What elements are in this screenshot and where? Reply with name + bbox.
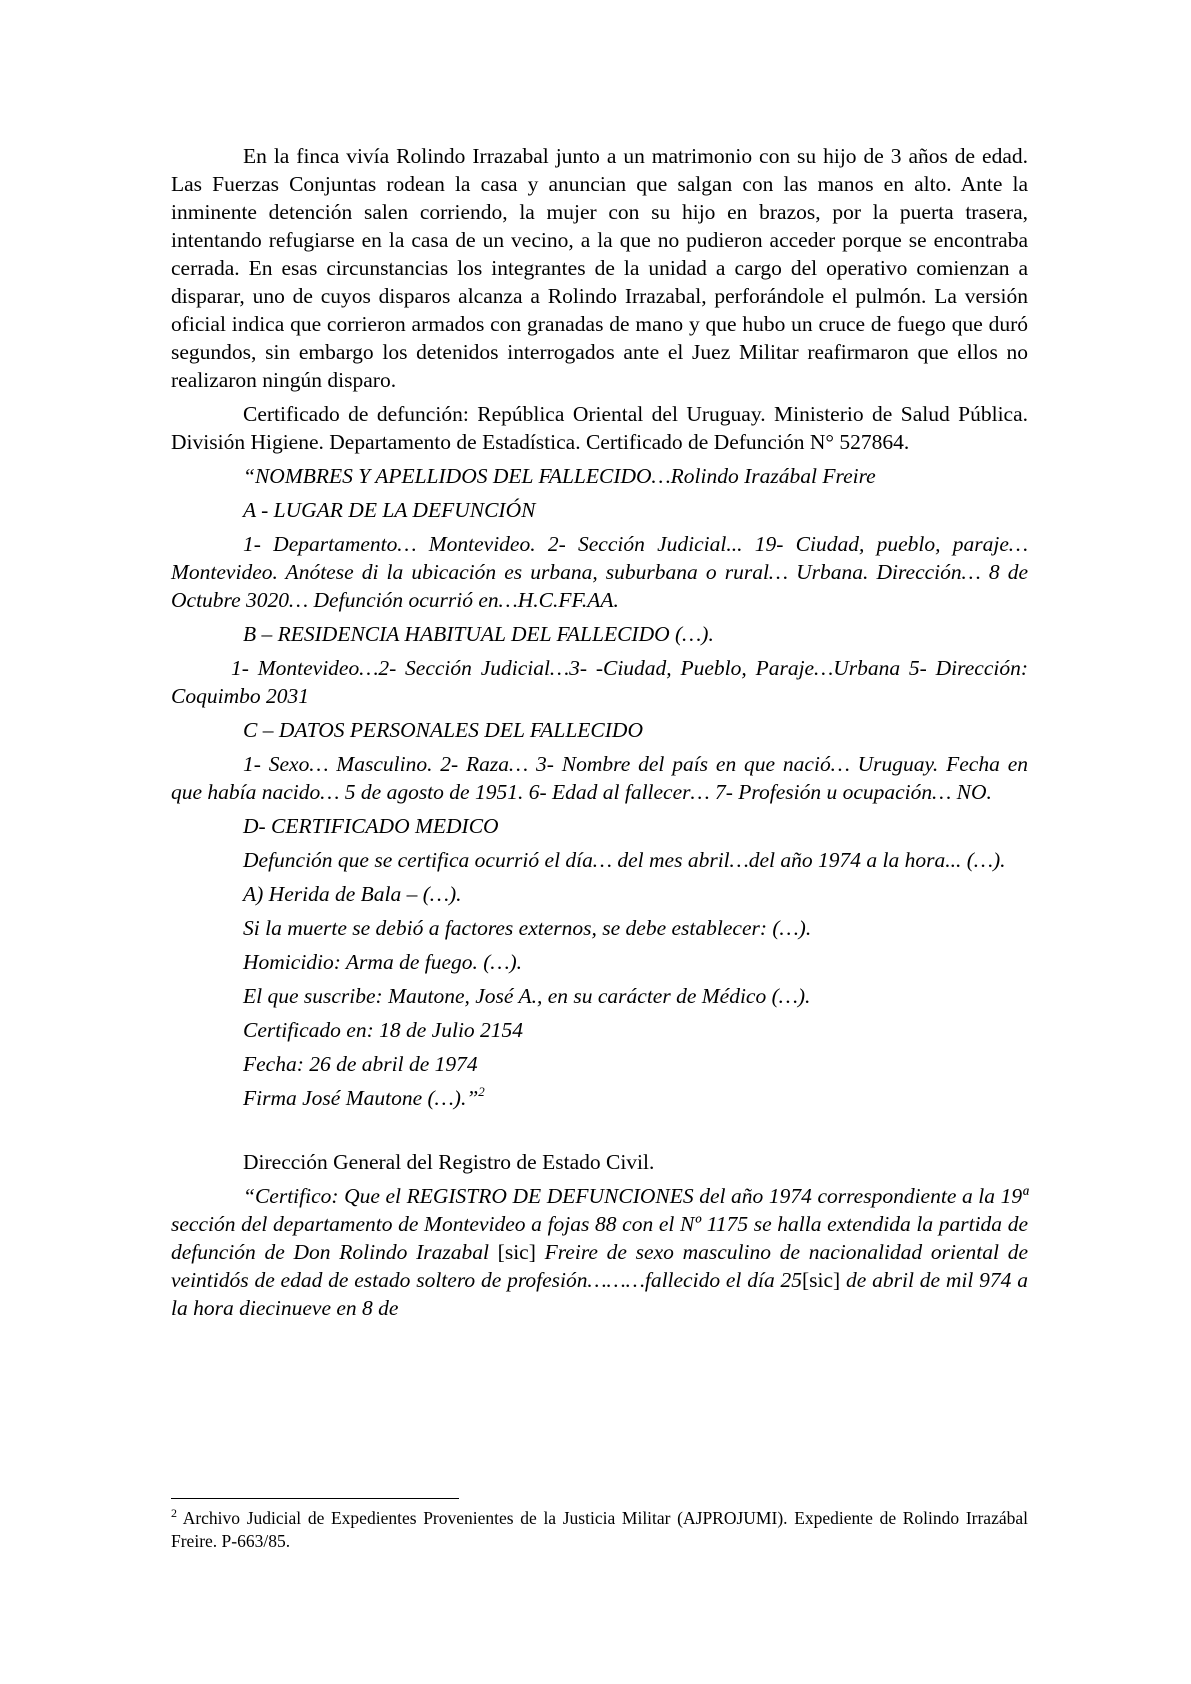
footnote	[171, 1507, 1028, 1553]
quote-registry-certificate	[171, 1182, 1028, 1322]
footnote-ref: 2	[478, 1084, 485, 1099]
registry-text-1: “Certifico: Que el REGISTRO DE DEFUNCIONES del año 1974 correspondiente a la 19ª sección del departamento de Montevideo a fojas 88 con el Nº 1175 se halla extendida la partida de defunción de Don Rolindo Irazabal	[171, 1184, 1028, 1264]
quote-signature-text: Firma José Mautone (…).”	[243, 1086, 479, 1110]
quote-cause: A) Herida de Bala – (…).	[243, 882, 462, 906]
quote-certified-at: Certificado en: 18 de Julio 2154	[243, 1018, 524, 1042]
quote-section-b-heading: B – RESIDENCIA HABITUAL DEL FALLECIDO (…).	[243, 622, 714, 646]
quote-section-c-body: 1- Sexo… Masculino. 2- Raza… 3- Nombre del país en que nació… Uruguay. Fecha en que había nacido… 5 de agosto de 1951. 6- Edad al fallecer… 7- Profesión u ocupación… NO.	[171, 752, 1028, 804]
quote-section-c-heading: C – DATOS PERSONALES DEL FALLECIDO	[243, 718, 643, 742]
quote-section-d-date: Defunción que se certifica ocurrió el día… del mes abril…del año 1974 a la hora... (…).	[243, 848, 1006, 872]
quote-section-d-heading: D- CERTIFICADO MEDICO	[243, 814, 499, 838]
quote-name-line: “NOMBRES Y APELLIDOS DEL FALLECIDO…Rolindo Irazábal Freire	[243, 464, 876, 488]
quote-external-factors: Si la muerte se debió a factores externos, se debe establecer: (…).	[243, 916, 812, 940]
paragraph-registry-heading: Dirección General del Registro de Estado Civil.	[243, 1150, 655, 1174]
registry-text-3: de abril de mil 974 a la hora diecinueve en 8 de	[171, 1268, 1028, 1320]
footnote-number: 2	[171, 1506, 177, 1520]
footnote-separator	[171, 1498, 459, 1499]
sic-mark-1: [sic]	[497, 1240, 536, 1264]
paragraph-death-certificate-intro: Certificado de defunción: República Oriental del Uruguay. Ministerio de Salud Pública. División Higiene. Departamento de Estadística. Certificado de Defunción N° 527864.	[171, 402, 1028, 454]
footnote-text: Archivo Judicial de Expedientes Provenientes de la Justicia Militar (AJPROJUMI). Expediente de Rolindo Irrazábal Freire. P-663/85.	[171, 1508, 1028, 1551]
quote-date: Fecha: 26 de abril de 1974	[243, 1052, 478, 1076]
quote-section-b-body: 1- Montevideo…2- Sección Judicial…3- -Ciudad, Pueblo, Paraje…Urbana 5- Dirección: Coquimbo 2031	[171, 656, 1028, 708]
quote-section-a-heading: A - LUGAR DE LA DEFUNCIÓN	[243, 498, 536, 522]
quote-signatory: El que suscribe: Mautone, José A., en su carácter de Médico (…).	[243, 984, 811, 1008]
registry-text-2: Freire de sexo masculino de nacionalidad oriental de veintidós de edad de estado soltero de profesión………fallecido el día 25	[171, 1240, 1028, 1292]
document-body	[171, 142, 1028, 1322]
quote-signature	[171, 1084, 1028, 1112]
quote-section-a-body: 1- Departamento… Montevideo. 2- Sección Judicial... 19- Ciudad, pueblo, paraje… Montevideo. Anótese di la ubicación es urbana, suburbana o rural… Urbana. Dirección… 8 de Octubre 3020… Defunción ocurrió en…H.C.FF.AA.	[171, 532, 1028, 612]
paragraph-narrative: En la finca vivía Rolindo Irrazabal junto a un matrimonio con su hijo de 3 años de edad. Las Fuerzas Conjuntas rodean la casa y anuncian que salgan con las manos en alto. Ante la inminente detención salen corriendo, la mujer con su hijo en brazos, por la puerta trasera, intentando refugiarse en la casa de un vecino, a la que no pudieron acceder porque se encontraba cerrada. En esas circunstancias los integrantes de la unidad a cargo del operativo comienzan a disparar, uno de cuyos disparos alcanza a Rolindo Irrazabal, perforándole el pulmón. La versión oficial indica que corrieron armados con granadas de mano y que hubo un cruce de fuego que duró segundos, sin embargo los detenidos interrogados ante el Juez Militar reafirmaron que ellos no realizaron ningún disparo.	[171, 144, 1028, 392]
quote-homicide: Homicidio: Arma de fuego. (…).	[243, 950, 523, 974]
sic-mark-2: [sic]	[802, 1268, 841, 1292]
